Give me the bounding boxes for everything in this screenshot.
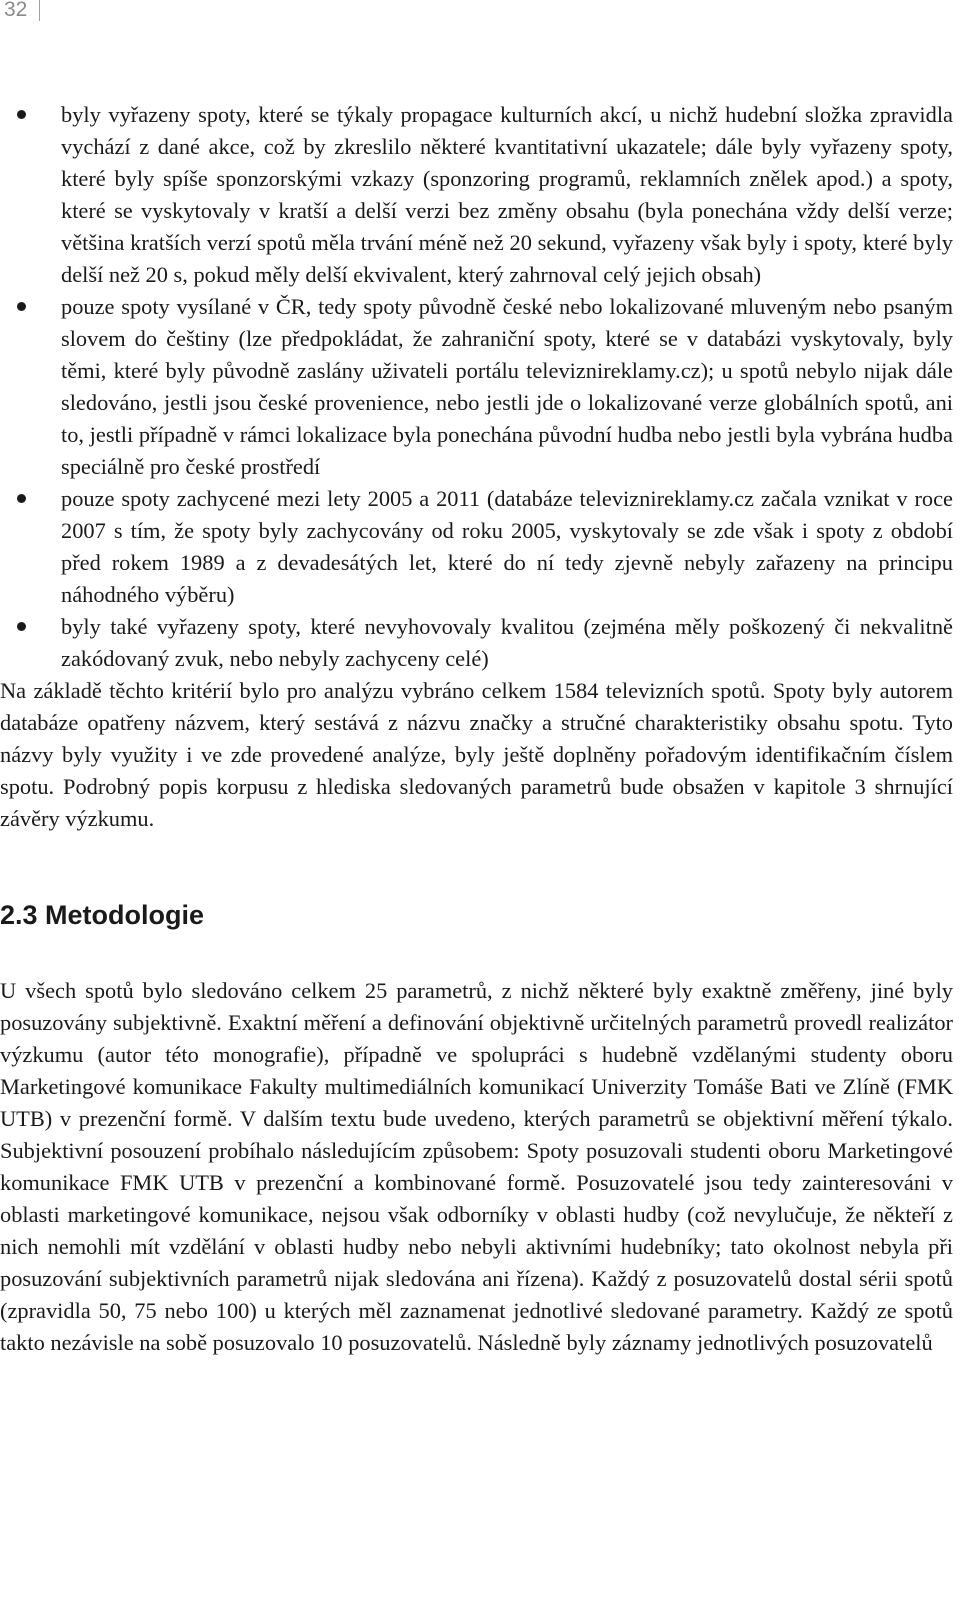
summary-paragraph: Na základě těchto kritérií bylo pro analýzu vybráno celkem 1584 televizních spotů. Spoty byly autorem databáze opatřeny názvem, který sestává z názvu značky a stručné charakteristiky obsahu spotu. Tyto názvy byly využity i ve zde provedené analýze, byly ještě doplněny pořadovým identifikačním číslem spotu. Podrobný popis korpusu z hlediska sledovaných parametrů bude obsažen v kapitole 3 shrnující závěry výzkumu. <box>0 678 953 831</box>
bullet-item <box>0 99 953 291</box>
bullet-dot-icon <box>17 302 26 311</box>
document-body <box>0 99 953 1359</box>
section-heading: 2.3 Metodologie <box>0 900 205 930</box>
criteria-bullet-list <box>0 99 953 675</box>
page-number-text: 32 <box>4 0 28 21</box>
page-number <box>4 0 40 22</box>
bullet-text: pouze spoty zachycené mezi lety 2005 a 2011 (databáze televiznireklamy.cz začala vznikat v roce 2007 s tím, že spoty byly zachycovány od roku 2005, vyskytovaly se zde však i spoty z období před rokem 1989 a z devadesátých let, které do ní tedy zjevně nebyly zařazeny na principu náhodného výběru) <box>61 486 953 607</box>
page-number-separator <box>39 0 40 21</box>
methodology-paragraph: U všech spotů bylo sledováno celkem 25 parametrů, z nichž některé byly exaktně změřeny, jiné byly posuzovány subjektivně. Exaktní měření a definování objektivně určitelných parametrů provedl realizátor výzkumu (autor této monografie), případně ve spolupráci s hudebně vzdělanými studenty oboru Marketingové komunikace Fakulty multimediálních komunikací Univerzity Tomáše Bati ve Zlíně (FMK UTB) v prezenční formě. V dalším textu bude uvedeno, kterých parametrů se objektivní měření týkalo. Subjektivní posouzení probíhalo následujícím způsobem: Spoty posuzovali studenti oboru Marketingové komunikace FMK UTB v prezenční a kombinované formě. Posuzovatelé jsou tedy zainteresováni v oblasti marketingové komunikace, nejsou však odborníky v oblasti hudby (což nevylučuje, že někteří z nich nemohli mít vzdělání v oblasti hudby nebo nebyli aktivními hudebníky; tato okolnost nebyla při posuzování subjektivních parametrů nijak sledována ani řízena). Každý z posuzovatelů dostal sérii spotů (zpravidla 50, 75 nebo 100) u kterých měl zaznamenat jednotlivé sledované parametry. Každý ze spotů takto nezávisle na sobě posuzovalo 10 posuzovatelů. Následně byly záznamy jednotlivých posuzovatelů <box>0 978 953 1355</box>
bullet-text: byly vyřazeny spoty, které se týkaly propagace kulturních akcí, u nichž hudební složka zpravidla vychází z dané akce, což by zkreslilo některé kvantitativní ukazatele; dále byly vyřazeny spoty, které byly spíše sponzorskými vzkazy (sponzoring programů, reklamních znělek apod.) a spoty, které se vyskytovaly v kratší a delší verzi bez změny obsahu (byla ponechána vždy delší verze; většina kratších verzí spotů měla trvání méně než 20 sekund, vyřazeny však byly i spoty, které byly delší než 20 s, pokud měly delší ekvivalent, který zahrnoval celý jejich obsah) <box>61 102 953 287</box>
bullet-text: byly také vyřazeny spoty, které nevyhovovaly kvalitou (zejména měly poškozený či nekvalitně zakódovaný zvuk, nebo nebyly zachyceny celé) <box>61 614 953 671</box>
bullet-dot-icon <box>17 622 26 631</box>
bullet-dot-icon <box>17 110 26 119</box>
bullet-item <box>0 611 953 675</box>
bullet-item <box>0 291 953 483</box>
bullet-item <box>0 483 953 611</box>
bullet-text: pouze spoty vysílané v ČR, tedy spoty původně české nebo lokalizované mluveným nebo psaným slovem do češtiny (lze předpokládat, že zahraniční spoty, které se v databázi vyskytovaly, byly těmi, které byly původně zaslány uživateli portálu televiznireklamy.cz); u spotů nebylo nijak dále sledováno, jestli jsou české provenience, nebo jestli jde o lokalizované verze globálních spotů, ani to, jestli případně v rámci lokalizace byla ponechána původní hudba nebo jestli byla vybrána hudba speciálně pro české prostředí <box>61 294 953 479</box>
bullet-dot-icon <box>17 494 26 503</box>
